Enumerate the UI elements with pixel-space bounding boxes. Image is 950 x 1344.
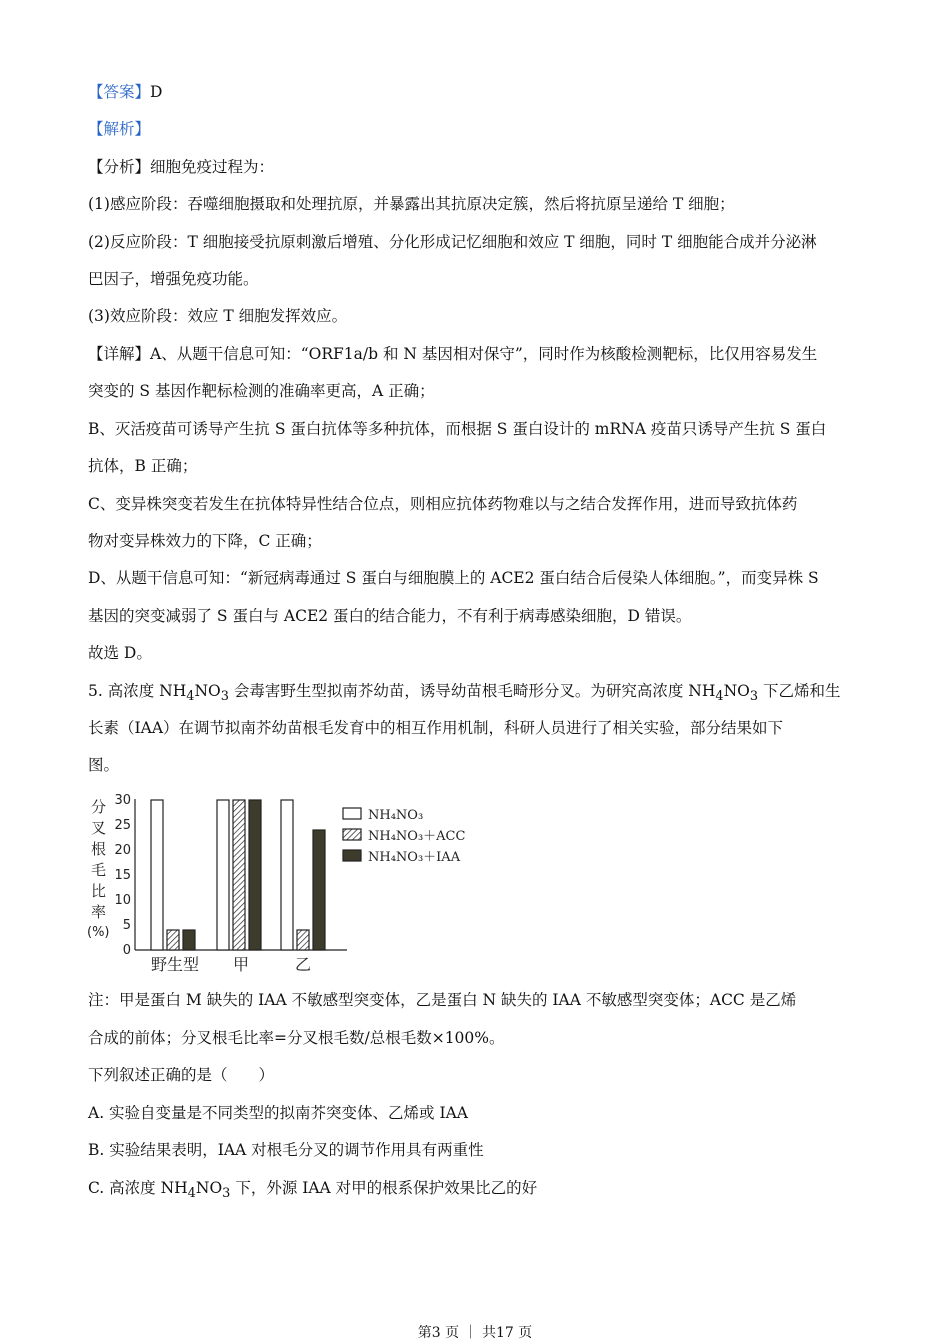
subscript: 3 bbox=[222, 1186, 231, 1202]
y-axis-label-char: 比 bbox=[91, 882, 107, 900]
q5-text: NO bbox=[723, 682, 750, 700]
option-c-text: 下，外源 IAA 对甲的根系保护效果比乙的好 bbox=[230, 1179, 538, 1197]
q5-text: 下乙烯和生 bbox=[758, 682, 841, 700]
analysis-label: 【解析】 bbox=[88, 120, 151, 138]
bar-1-1 bbox=[151, 800, 163, 950]
legend-swatch bbox=[343, 808, 361, 819]
bar-3-1 bbox=[183, 930, 195, 950]
option-c-text: NO bbox=[195, 1179, 223, 1197]
detail-line: 抗体，B 正确； bbox=[88, 457, 198, 475]
y-axis-unit: (%) bbox=[87, 925, 110, 940]
legend-label: NH₄NO₃＋ACC bbox=[368, 829, 466, 844]
bar-3-3 bbox=[313, 830, 325, 950]
y-tick-label: 10 bbox=[114, 893, 131, 908]
detail-line: 物对变异株效力的下降，C 正确； bbox=[88, 532, 322, 550]
step-1: (1)感应阶段：吞噬细胞摄取和处理抗原，并暴露出其抗原决定簇，然后将抗原呈递给 T 细胞； bbox=[88, 195, 735, 213]
y-tick-label: 20 bbox=[114, 843, 131, 858]
q5-text: NO bbox=[194, 682, 221, 700]
option-a: A. 实验自变量是不同类型的拟南芥突变体、乙烯或 IAA bbox=[88, 1104, 468, 1122]
option-c bbox=[88, 1178, 537, 1204]
bar-2-1 bbox=[167, 930, 179, 950]
y-tick-label: 15 bbox=[114, 868, 131, 883]
answer-label: 【答案】 bbox=[88, 83, 151, 101]
q5-line-1 bbox=[88, 681, 841, 707]
subscript: 3 bbox=[220, 689, 229, 705]
q5-line-3: 图。 bbox=[88, 756, 120, 774]
subscript: 4 bbox=[715, 689, 724, 705]
answer-line bbox=[88, 82, 162, 102]
x-category-label: 野生型 bbox=[150, 955, 200, 974]
y-axis-label-char: 根 bbox=[91, 840, 107, 858]
legend-swatch bbox=[343, 829, 361, 840]
q5-text: 高浓度 NH bbox=[107, 682, 187, 700]
x-category-label: 甲 bbox=[232, 955, 250, 974]
y-tick-label: 5 bbox=[122, 918, 131, 933]
fenxi-label: 【分析】 bbox=[88, 158, 151, 176]
step-3: (3)效应阶段：效应 T 细胞发挥效应。 bbox=[88, 307, 348, 325]
note-line-1: 注：甲是蛋白 M 缺失的 IAA 不敏感型突变体，乙是蛋白 N 缺失的 IAA 不敏感型突变体；ACC 是乙烯 bbox=[88, 991, 797, 1009]
x-category-label: 乙 bbox=[294, 955, 312, 974]
subscript: 4 bbox=[186, 689, 195, 705]
y-tick-label: 30 bbox=[114, 793, 131, 808]
legend-label: NH₄NO₃ bbox=[368, 808, 424, 823]
fenxi-text: 细胞免疫过程为： bbox=[150, 158, 275, 176]
question-stem: 下列叙述正确的是（ ） bbox=[88, 1066, 275, 1084]
step-2-cont: 巴因子，增强免疫功能。 bbox=[88, 270, 259, 288]
subscript: 3 bbox=[749, 689, 759, 705]
y-axis-label-char: 率 bbox=[91, 903, 107, 921]
detail-line: 突变的 S 基因作靶标检测的准确率更高，A 正确； bbox=[88, 382, 435, 400]
q5-line-2: 长素（IAA）在调节拟南芥幼苗根毛发育中的相互作用机制，科研人员进行了相关实验，部分结果如下 bbox=[88, 719, 784, 737]
bar-2-2 bbox=[233, 800, 245, 950]
y-tick-label: 25 bbox=[114, 818, 131, 833]
q5-number: 5. bbox=[88, 682, 108, 700]
detail-a-line bbox=[88, 344, 817, 364]
detail-label: 【详解】 bbox=[88, 345, 151, 363]
bar-2-3 bbox=[297, 930, 309, 950]
detail-line: D、从题干信息可知：“新冠病毒通过 S 蛋白与细胞膜上的 ACE2 蛋白结合后侵染人体细胞。”，而变异株 S bbox=[88, 569, 819, 587]
bar-1-3 bbox=[281, 800, 293, 950]
detail-line: C、变异株突变若发生在抗体特异性结合位点，则相应抗体药物难以与之结合发挥作用，进而导致抗体药 bbox=[88, 495, 798, 513]
bar-1-2 bbox=[217, 800, 229, 950]
step-2: (2)反应阶段：T 细胞接受抗原刺激后增殖、分化形成记忆细胞和效应 T 细胞，同时 T 细胞能合成并分泌淋 bbox=[88, 233, 817, 251]
detail-line: B、灭活疫苗可诱导产生抗 S 蛋白抗体等多种抗体，而根据 S 蛋白设计的 mRNA 疫苗只诱导产生抗 S 蛋白 bbox=[88, 420, 827, 438]
answer-value: D bbox=[150, 83, 163, 101]
q5-text: 会毒害野生型拟南芥幼苗，诱导幼苗根毛畸形分叉。为研究高浓度 NH bbox=[228, 682, 716, 700]
bar-chart bbox=[85, 790, 485, 975]
page-footer: 第3 页 ｜ 共17 页 bbox=[417, 1325, 533, 1341]
note-line-2: 合成的前体；分叉根毛比率=分叉根毛数/总根毛数×100%。 bbox=[88, 1029, 505, 1047]
y-tick-label: 0 bbox=[122, 943, 131, 958]
y-axis-label-char: 叉 bbox=[91, 819, 107, 837]
option-b: B. 实验结果表明，IAA 对根毛分叉的调节作用具有两重性 bbox=[88, 1141, 484, 1159]
subscript: 4 bbox=[187, 1186, 196, 1202]
bar-3-2 bbox=[249, 800, 261, 950]
legend-swatch bbox=[343, 850, 361, 861]
fenxi-line bbox=[88, 157, 274, 177]
detail-a-text: A、从题干信息可知：“ORF1a/b 和 N 基因相对保守”，同时作为核酸检测靶标，比仅用容易发生 bbox=[150, 345, 818, 363]
y-axis-label-char: 分 bbox=[91, 798, 107, 816]
legend-label: NH₄NO₃＋IAA bbox=[368, 850, 461, 865]
y-axis-label-char: 毛 bbox=[91, 861, 107, 879]
option-c-text: C. 高浓度 NH bbox=[88, 1179, 188, 1197]
detail-line: 基因的突变减弱了 S 蛋白与 ACE2 蛋白的结合能力，不有利于病毒感染细胞，D 错误。 bbox=[88, 607, 692, 625]
detail-conclusion: 故选 D。 bbox=[88, 644, 152, 662]
